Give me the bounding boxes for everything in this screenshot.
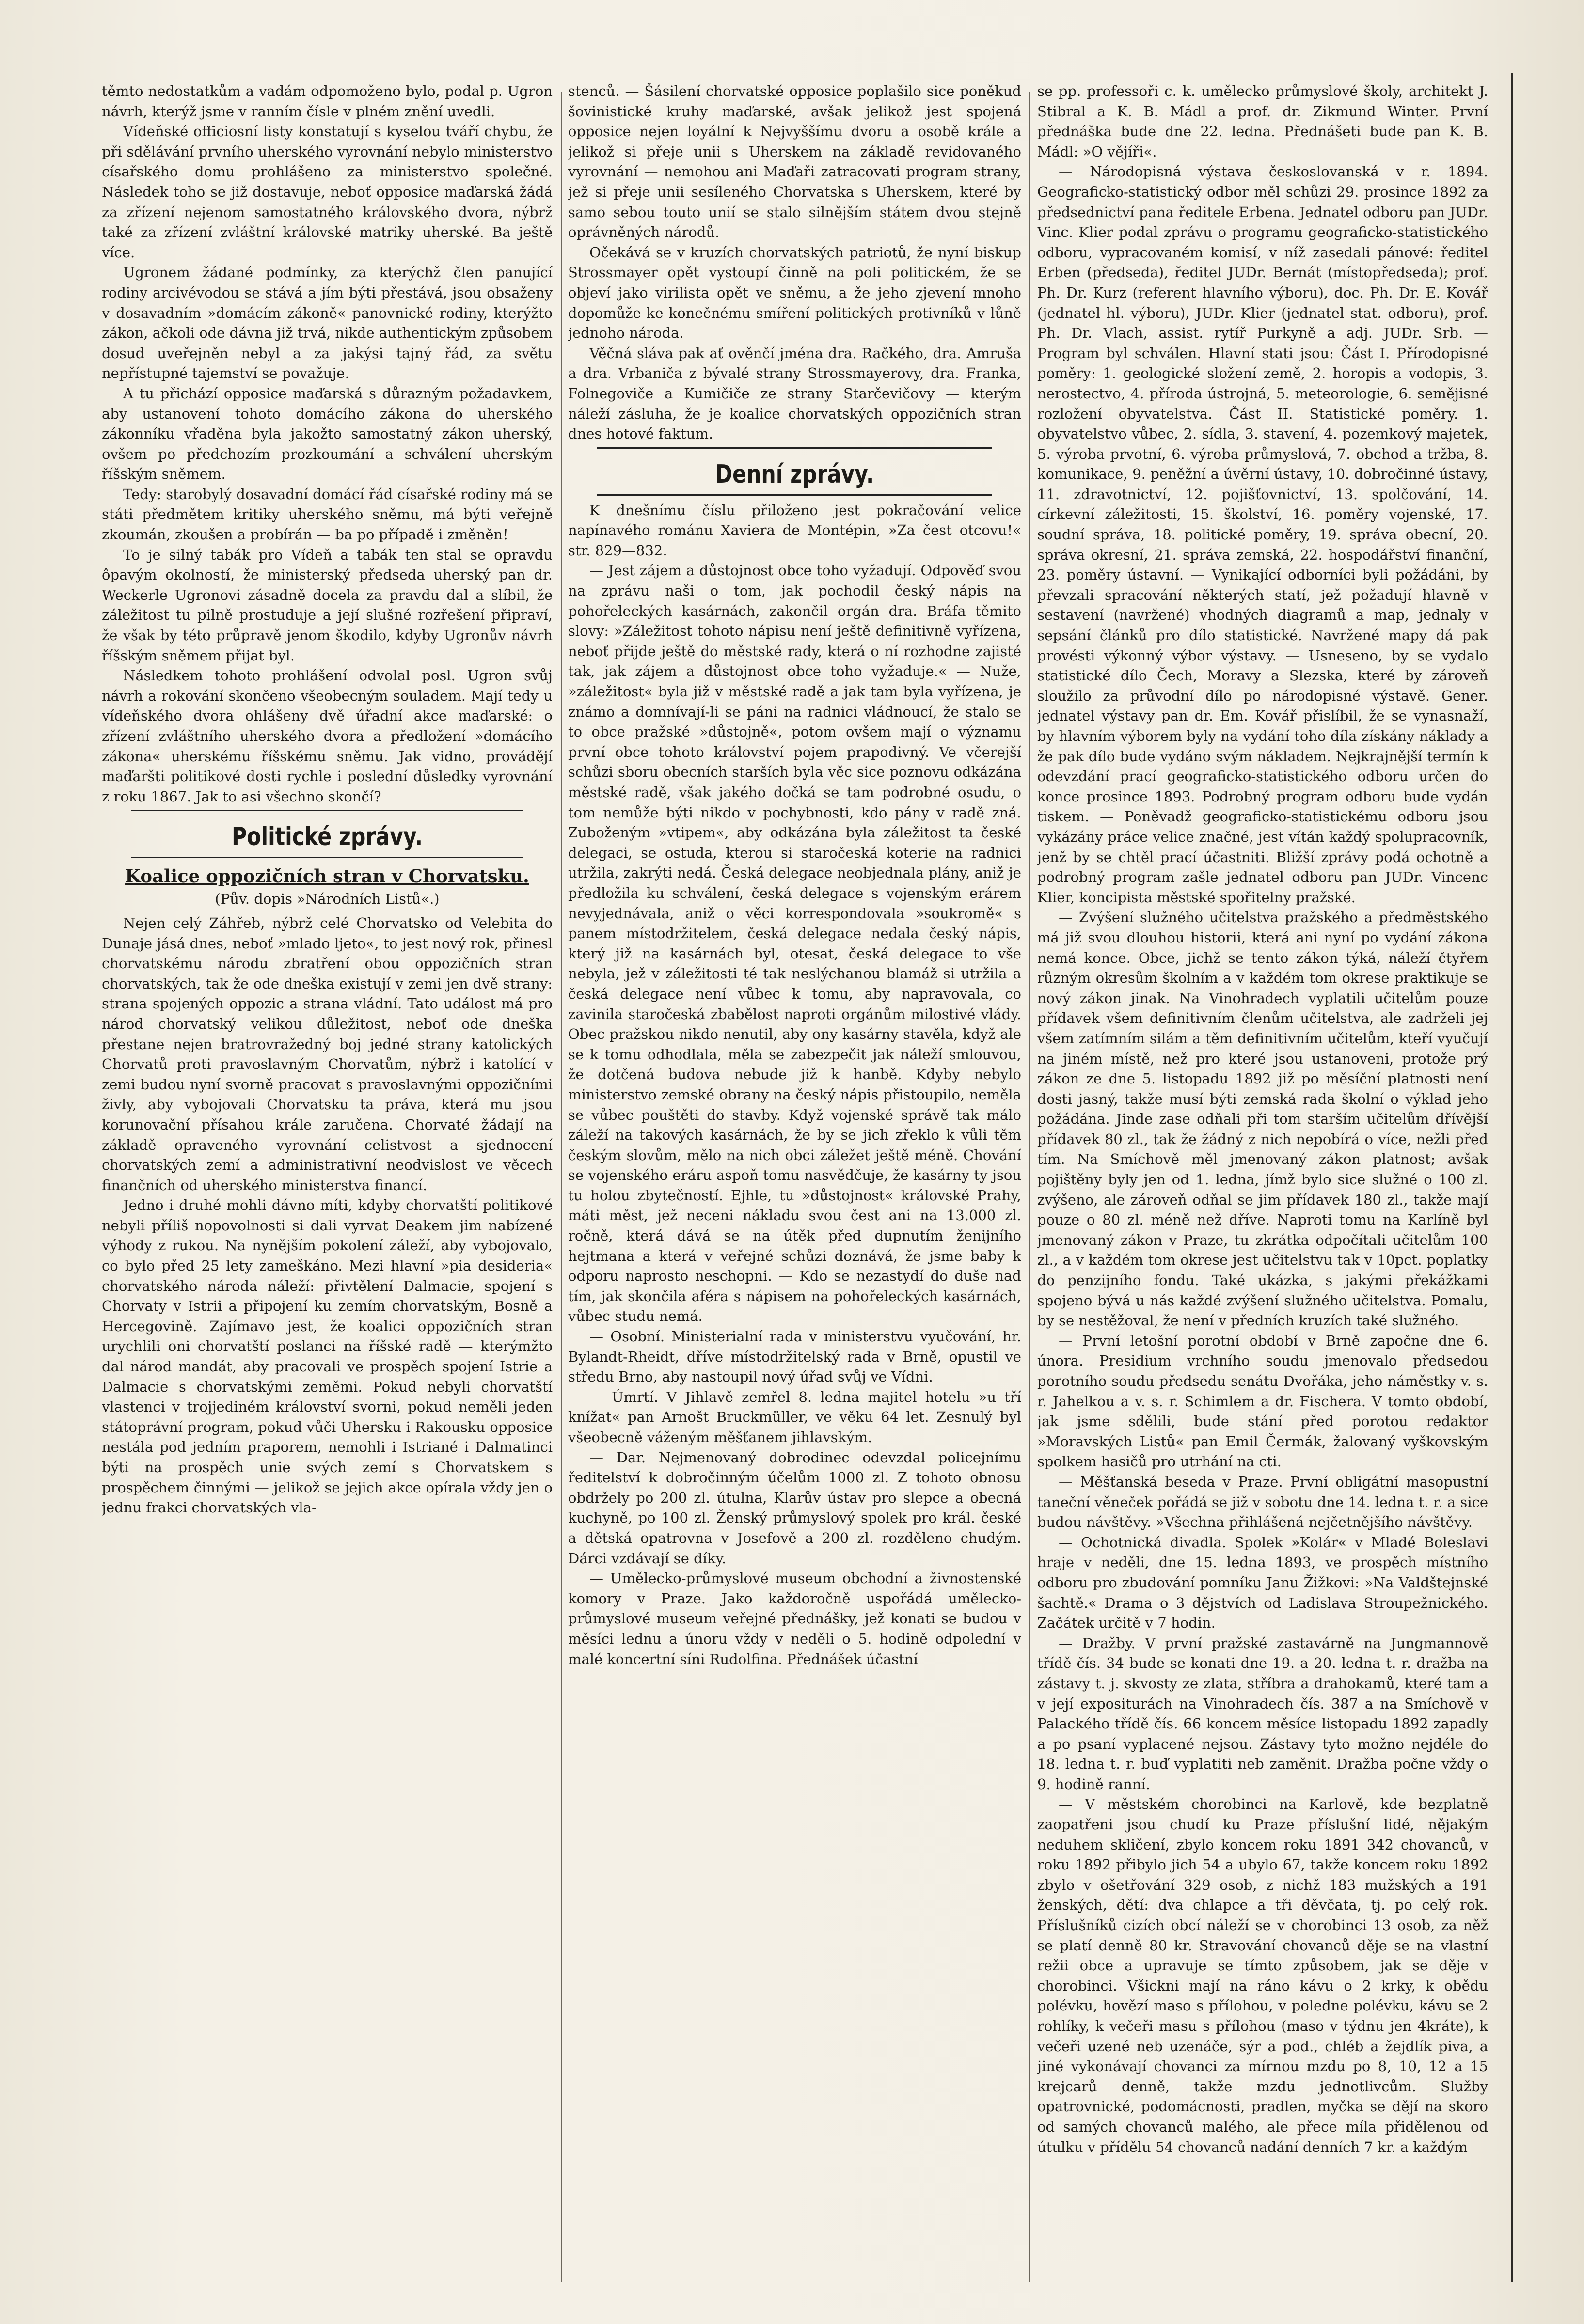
paragraph: — Zvýšení služného učitelstva pražského a předměstského má již svou dlouhou historii, která ani nyní po vydání zákona nemá konce. Obce, jichž se tento zákon týká, náleží čtyřem různým okresům školním a v každém tom okrese praktikuje se nový zákon jinak. Na Vinohradech vyplatili učitelům pouze přídavek všem definitivním členům učitelstva, ale zadrželi jej všem zatímním silám a těm definitivním učitelům, kteří vyučují na jiném místě, než pro které jsou ustanoveni, protože prý zákon ze dne 5. listopadu 1892 již po měsíční platnosti není dosti jasný, takže musí býti zemská rada školní o výklad jeho požádána. Jinde zase odňali při tom starším učitelům dřívější přídavek 80 zl., tak že žádný z nich nepobírá o více, nežli před tím. Na Smíchově měl jmenovaný zákon platnost; avšak pojištěny byly jen od 1. ledna, jímž bylo sice služné o 100 zl. zvýšeno, ale zároveň odňal se jim přídavek 180 zl., takže mají pouze o 80 zl. méně než dříve. Naproti tomu na Karlíně byl jmenovaný zákon v Praze, tu zkrátka odpočítali učitelům 100 zl., a v každém tom okrese jest učitelstvu tak v 10pct. poplatky do penzijního fondu. Také ukázka, s jakými překážkami spojeno bývá u nás každé zvýšení služného učitelstva. Pomalu, by se nestěžoval, že není v předních kruzích také služného. (1037, 909, 1488, 1329)
paragraph: — Osobní. Ministerialní rada v ministerstvu vyučování, hr. Bylandt-Rheidt, dříve místodržitelský rada v Brně, opustil ve středu Brno, aby nastoupil nový úřad svůj ve Vídni. (568, 1328, 1021, 1385)
column-rule (561, 92, 562, 2282)
section-title-politicke-zpravy: Politické zprávy. (231, 822, 423, 852)
paragraph: — Jest zájem a důstojnost obce toho vyžadují. Odpověď svou na zprávu naši o tom, jak pochodil český nápis na pohořeleckých kasárnách, zakončil orgán dra. Bráfa těmito slovy: »Záležitost tohoto nápisu není ještě definitivně vyřízena, neboť přijde ještě do městské rady, která o ní rozhodne zajisté tak, jak zájem a důstojnost obce toho vyžaduje.« — Nuže, »záležitost« byla již v městské radě a jak tam byla vyřízena, je známo a domnívají-li se páni na radnici vládnoucí, že stalo se to obce pražské »důstojně«, potom ovšem mají o významu první obce tohoto království pojem prapodivný. Ve včerejší schůzi sboru obecních starších byla věc sice poznovu odkázána městské radě, však jakého dočká se tam podrobné osudu, o tom nemůže býti nikdo v pochybnosti, kdo pány v radě zná. Zuboženým »vtipem«, aby odkázána byla záležitost ta české delegaci, se ostuda, kterou si staročeská koterie na radnici utržila, zakrýti nedá. Česká delegace neobjednala plány, aniž je předložila ku schválení, česká delegace s vojenským erárem nevyjednávala, aniž o věci korrespondovala »soukromě« s panem místodržitelem, česká delegace nedala český nápis, který již na kasárnách byl, otesat, česká delegace to vše nebyla, jež v záležitosti té tak neslýchanou blamáž si utržila a česká delegace není vůbec k tomu, aby napravovala, co zavinila staročeská zbabělost naproti orgánům milostivé vlády. Obec pražskou nikdo nenutil, aby ony kasárny stavěla, když ale se k tomu odhodlala, měla se zabezpečit jak náleží smlouvou, že dotčená budova nebude již k hanbě. Kdyby nebylo ministerstvo zemské obrany na český nápis přistoupilo, neměla se vůbec pouštěti do stavby. Když vojenské správě tak málo záleží na takových kasárnách, že by se jich zřeklo k vůli těm českým slovům, mělo na nich obci záležet ještě méně. Chování se vojenského eráru aspoň tomu nasvědčuje, že kasárny ty jsou tu holou zbytečností. Ejhle, tu »důstojnost« královské Prahy, máti měst, jež neceni nákladu svou čest ani na 13.000 zl. ročně, která dává se na útěk před dupnutím ženijního hejtmana a která v veřejné schůzi doznává, že jsme baby k odporu naprosto neschopni. — Kdo se nezastydí do duše nad tím, jak skončila aféra s nápisem na pohořeleckých kasárnách, vůbec studu nemá. (568, 562, 1021, 1325)
paragraph: A tu přichází opposice maďarská s důrazným požadavkem, aby ustanovení tohoto domácího zákona do uherského zákonníku vřaděna byla jakožto samostatný zákon uherský, ovšem po předchozím prozkoumání a schválení uherským říšským sněmem. (102, 385, 553, 483)
paragraph: — Národopisná výstava českoslovanská v r. 1894. Geograficko-statistický odbor měl schůzi 29. prosince 1892 za předsednictví pana ředitele Erbena. Jednatel odboru pan JUDr. Vinc. Klier podal zprávu o programu geograficko-statistického odboru, vypracovaném komisí, v níž zasedali pánové: ředitel Erben (předseda), ředitel JUDr. Bernát (místopředseda); prof. Ph. Dr. Kurz (referent hlavního výboru), doc. Ph. Dr. E. Kovář (jednatel hl. výboru), JUDr. Klier (jednatel stat. odboru), prof. Ph. Dr. Vlach, assist. rytíř Purkyně a adj. JUDr. Srb. — Program byl schválen. Hlavní stati jsou: Část I. Přírodopisné poměry: 1. geologické složení země, 2. horopis a vodopis, 3. nerostectvo, 4. příroda ústrojná, 5. meteorologie, 6. semějisné rozložení obyvatelstva. Část II. Statistické poměry. 1. obyvatelstvo vůbec, 2. sídla, 3. stavení, 4. pozemkový majetek, 5. výroba prvotní, 6. výroba průmyslová, 7. obchod a tržba, 8. komunikace, 9. peněžní a úvěrní ústavy, 10. dobročinné ústavy, 11. zdravotnictví, 12. pojišťovnictví, 13. spolčování, 14. církevní záležitosti, 15. školství, 16. poměry vojenské, 17. soudní správa, 18. politické poměry, 19. správa obecní, 20. správa okresní, 21. správa zemská, 22. hospodářství finanční, 23. poměry ústavní. — Vynikající odborníci byli požádáni, by převzali spracování některých statí, jež požadují hlavně v sestavení (navržené) vhodných diagramů a map, jednaly v sepsání článků pro dílo statistické. Navržené mapy dá pak provésti výkonný výbor výstavy. — Usneseno, by se vydalo statistické dílo Čech, Moravy a Slezska, které by zároveň sloužilo za průvodní dílo po národopisné výstavě. Gener. jednatel výstavy pan dr. Em. Kovář přislíbil, že se vynasnaží, by hlavním výborem byly na vydání toho díla získány náklady a že pak dílo bude vydáno svým nákladem. Nejkrajnější termín k odevzdání prací geograficko-statistického odboru určen do konce prosince 1893. Podrobný program odboru bude vydán tiskem. — Poněvadž geograficko-statistickému odboru jsou vykázány práce velice značné, jest vítán každý spolupracovník, jenž by se chtěl prací účastniti. Bližší zprávy podá ochotně a podrobný program zašle jednatel odboru pan JUDr. Vincenc Klier, koncipista městské spořitelny pražské. (1037, 163, 1488, 906)
section-title-denni-zpravy: Denní zprávy. (715, 459, 874, 489)
paragraph: Věčná sláva pak ať ověnčí jména dra. Račkého, dra. Amruša a dra. Vrbaniča z bývalé strany Strossmayerovy, dra. Franka, Folnegoviče a Kumičiče ze strany Starčevičovy — kterým náleží zásluha, že je koalice chorvatských oppozičních stran dnes hotové faktum. (568, 345, 1021, 442)
paragraph: — V městském chorobinci na Karlově, kde bezplatně zaopatřeni jsou chudí ku Praze příslušní lidé, nějakým neduhem skličení, zbylo koncem roku 1891 342 chovanců, v roku 1892 přibylo jich 54 a ubylo 67, takže koncem roku 1892 zbylo v ošetřování 329 osob, z nichž 183 mužských a 191 ženských, dětí: dva chlapce a tři děvčata, tj. po celý rok. Příslušníků cizích obcí náleží se v chorobinci 13 osob, za něž se platí denně 80 kr. Stravování chovanců děje se na vlastní režii obce a upravuje se tímto způsobem, jak se děje v chorobinci. Všickni mají na ráno kávu o 2 krky, k obědu polévku, hovězí maso s přílohou, v poledne polévku, kávu se 2 rohlíky, k večeři masu s přílohou (maso v týdnu jen 4kráte), k večeři uzené neb uzenáče, sýr a pod., chléb a žejdlík piva, a jiné vykonávají chovanci za mírnou mzdu po 8, 10, 12 a 15 krejcarů denně, takže mzdu jednotlivcům. Služby opatrovnické, podomácnosti, pradlen, myčka se dějí na skoro od samých chovanců malého, ale přece míla přidělenou od útulku v přídělu 54 chovanců nadání denních 7 kr. a každým (1037, 1796, 1488, 2155)
article-source: (Pův. dopis »Národních Listů«.) (215, 891, 440, 908)
paragraph: — Ochotnická divadla. Spolek »Kolár« v Mladé Boleslavi hraje v neděli, dne 15. ledna 1893, ve prospěch místního odboru pro zbudování pomníku Janu Žižkovi: »Na Valdštejnské šachtě.« Drama o 3 dějstvích od Ladislava Stroupežnického. Začátek určitě v 7 hodin. (1037, 1534, 1488, 1632)
paragraph: se pp. professoři c. k. umělecko průmyslové školy, architekt J. Stibral a K. B. Mádl a prof. dr. Zikmund Winter. První přednáška bude dne 22. ledna. Přednášeti bude pan K. B. Mádl: »O vějíři«. (1037, 83, 1488, 160)
paragraph: — Dar. Nejmenovaný dobrodinec odevzdal policejnímu ředitelství k dobročinným účelům 1000 zl. Z tohoto obnosu obdržely po 200 zl. útulna, Klarův ústav pro slepce a obecná kuchyně, po 100 zl. Ženský průmyslový spolek pro král. české a dětská opatrovna v Josefově a 200 zl. rozděleno chudým. Dárci vzdávají se díky. (568, 1449, 1021, 1567)
paragraph: To je silný tabák pro Vídeň a tabák ten stal se opravdu ôpavým okolností, že ministerský předseda uherský pan dr. Weckerle Ugronovi zásadně docela za pravdu dal a slíbil, že záležitost tu pilně prostuduje a její slušné rozřešení připraví, že však by této průpravě jenom škodilo, kdyby Ugronův návrh říšským sněmem přijat byl. (102, 546, 553, 664)
section-divider (131, 810, 523, 811)
paragraph: Následkem tohoto prohlášení odvolal posl. Ugron svůj návrh a rokování skončeno všeobecným souladem. Mají tedy u vídeňského dvora ohlášeny dvě úřadní akce maďarské: o zřízení zvláštního uherského dvora a předložení »domácího zákona« uherskému říšskému sněmu. Jak vidno, provádějí maďaršti politikové dosti rychle i poslední důsledky vyrovnání z roku 1867. Jak to asi všechno skončí? (102, 667, 553, 805)
paragraph: — Dražby. V první pražské zastavárně na Jungmannově třídě čís. 34 bude se konati dne 19. a 20. ledna t. r. dražba na zástavy t. j. skvosty ze zlata, stříbra a drahokamů, které tam a v její expositurách na Vinohradech čís. 387 a na Smíchově v Palackého třídě čís. 66 koncem měsíce listopadu 1892 zapadly a po psaní vyplacené nejsou. Zástavy tyto možno nejdéle do 18. ledna t. r. buď vyplatiti neb zaměnit. Dražba počne vždy o 9. hodině ranní. (1037, 1634, 1488, 1792)
article-title: Koalice oppozičních stran v Chorvatsku. (125, 865, 529, 887)
page-edge-rule (1511, 73, 1513, 2282)
paragraph: — Umělecko-průmyslové museum obchodní a živnostenské komory v Praze. Jako každoročně uspořádá umělecko-průmyslové museum veřejné přednášky, jež konati se budou v měsíci lednu a únoru vždy v neděli o 5. hodině odpolední v malé koncertní síni Rudolfina. Přednášek účastní (568, 1570, 1021, 1667)
paragraph: — Měšťanská beseda v Praze. První obligátní masopustní taneční věneček pořádá se již v sobotu dne 14. ledna t. r. a sice budou návštěvy. »Všechna přihlášená nejčetnějšího návštěvy. (1037, 1473, 1488, 1531)
paragraph: stenců. — Šásilení chorvatské opposice poplašilo sice poněkud šovinistické kruhy maďarské, avšak jelikož jest spojená opposice nejen loyální k Nejvyššímu dvoru a osobě krále a jelikož si přeje unii s Uherskem na základě revidovaného vyrovnání — nemohou ani Maďaři zatracovati program strany, jež si přeje unii sesíleného Chorvatska s Uherskem, které by samo sebou touto unií se stalo silnějším státem dvou stejně oprávněných národů. (568, 83, 1021, 241)
section-divider (597, 447, 992, 449)
column-rule (1029, 92, 1030, 2282)
section-divider (131, 857, 523, 858)
paragraph: Ugronem žádané podmínky, za kterýchž člen panující rodiny arcivévodou se stává a jím býti přestává, jsou obsaženy v dosavadním »domácím zákoně« panovnické rodiny, kterýžto zákon, ačkoli ode dávna již trvá, nikde authentickým způsobem dosud uveřejněn nebyl a za jakýsi tajný řád, za světu nepřístupné tajemství se považuje. (102, 264, 553, 382)
section-divider (597, 494, 992, 496)
paragraph: Očekává se v kruzích chorvatských patriotů, že nyní biskup Strossmayer opět vystoupí činně na poli politickém, že se objeví jako virilista opět ve sněmu, a že jeho zjevení mnoho dopomůže ke konečnému smíření politických protivníků v lůně jednoho národa. (568, 244, 1021, 342)
paragraph: — Úmrtí. V Jihlavě zemřel 8. ledna majitel hotelu »u tří knížat« pan Arnošt Bruckmüller, ve věku 64 let. Zesnulý byl všeobecně váženým měšťanem jihlavským. (568, 1388, 1021, 1445)
column-2 (568, 81, 1021, 2272)
paragraph: Jedno i druhé mohli dávno míti, kdyby chorvatští politikové nebyli příliš nopovolnosti si dali vyrvat Deakem jim nabízené výhody z rukou. Na nynějším pokolení záleží, aby vybojovalo, co bylo před 25 lety zameškáno. Mezi hlavní »pia desideria« chorvatského národa náleží: přivtělení Dalmacie, spojení s Chorvaty v Istrii a připojení ku zemím chorvatským, Bosně a Hercegovině. Zajímavo jest, že koalici oppozičních stran urychlili oni chorvatští poslanci na říšské radě — kterýmžto dal národ mandát, aby pracovali ve prospěch spojení Istrie a Dalmacie s chorvatskými zeměmi. Pokud nebyli chorvatští vlastenci v trojjediném království svorni, pokud neměli jeden státoprávní program, pokud vůči Uhersku i Rakousku opposice nestála pod jedním praporem, nemohli i Istriané i Dalmatinci býti na prospěch unie svých zemí s Chorvatskem s prospěchem činnými — jelikož se jejich akce opírala vždy jen o jednu frakci chorvatských vla- (102, 1197, 553, 1516)
paragraph: Vídeňské officiosní listy konstatují s kyselou tváří chybu, že při sdělávání prvního uherského vyrovnání nebylo ministerstvo císařského domu prohlášeno za ministerstvo společné. Následek toho se již dostavuje, neboť opposice maďarská žádá za zřízení nejenom samostatného královského dvora, nýbrž také za zřízení zvláštní královské matriky uherské. Ba ještě více. (102, 123, 553, 261)
column-1 (102, 81, 553, 2272)
paragraph: Tedy: starobylý dosavadní domácí řád císařské rodiny má se státi předmětem kritiky uherského sněmu, má býti veřejně zkoumán, zkoušen a probírán — ba po případě i změněn! (102, 486, 553, 543)
paragraph: K dnešnímu číslu přiloženo jest pokračování velice napínavého románu Xaviera de Montépin, »Za čest otcovu!« str. 829—832. (568, 502, 1021, 559)
column-3 (1037, 81, 1488, 2272)
paragraph: těmto nedostatkům a vadám odpomoženo bylo, podal p. Ugron návrh, kterýž jsme v ranním čísle v plném znění uvedli. (102, 83, 553, 120)
paragraph: Nejen celý Záhřeb, nýbrž celé Chorvatsko od Velebita do Dunaje jásá dnes, neboť »mlado ljeto«, to jest nový rok, přinesl chorvatskému národu zbratření obou oppozičních stran chorvatských, tak že ode dneška existují v zemi jen dvě strany: strana spojených oppozic a strana vládní. Tato událost má pro národ chorvatský velikou důležitost, neboť ode dneška přestane nejen bratrovražedný boj jedné strany katolických Chorvatů proti pravoslavným Chorvatům, nýbrž i katolící v zemi budou nyní svorně pracovat s pravoslavnými oppozičními živly, aby vybojovali Chorvatsku ta práva, která mu jsou korunovační přísahou krále zaručena. Chorvaté žádají na základě opraveného vyrovnání celistvost a sjednocení chorvatských zemí a administrativní neodvislost ve věcech finančních od uherského ministerstva financí. (102, 914, 553, 1193)
paragraph: — První letošní porotní období v Brně započne dne 6. února. Presidium vrchního soudu jmenovalo předsedou porotního soudu předsedu senátu Dvořáka, jeho náměstky v. s. r. Jahelkou a v. s. r. Schimlem a dr. Fischera. V tomto období, jak jsme sdělili, bude stání před porotou redaktor »Moravských Listů« pan Emil Čermák, žalovaný vyškovským spolkem hasičů pro utrhání na cti. (1037, 1332, 1488, 1470)
